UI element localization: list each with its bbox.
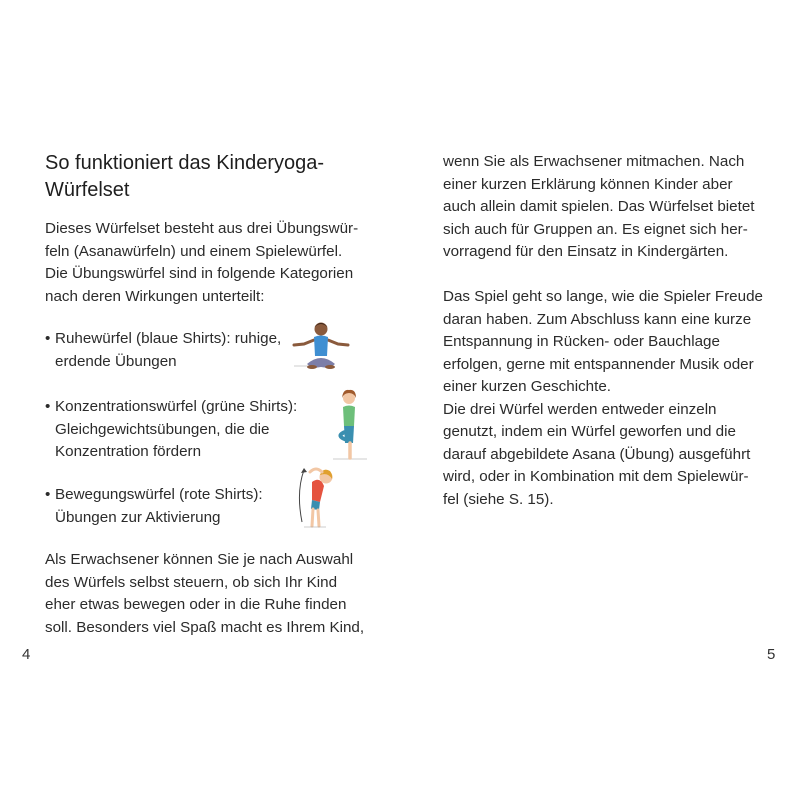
text-line: feln (Asanawürfeln) und einem Spielewürfel. bbox=[45, 242, 343, 260]
bullet-text: Bewegungswürfel (rote Shirts): bbox=[55, 486, 263, 503]
text-line: Die drei Würfel werden entweder einzeln bbox=[443, 400, 717, 418]
text-line: Die Übungswürfel sind in folgende Kategorien bbox=[45, 265, 354, 282]
page-number: 4 bbox=[22, 646, 31, 663]
child-meditation-pose-icon bbox=[290, 318, 352, 380]
bullet-text: Ruhewürfel (blaue Shirts): ruhige, bbox=[55, 330, 282, 347]
text-line: erfolgen, gerne mit entspannender Musik oder bbox=[443, 355, 754, 373]
text-line: Das Spiel geht so lange, wie die Spieler Freude bbox=[443, 288, 763, 305]
text-line bbox=[45, 484, 263, 507]
text-line: auch allein damit spielen. Das Würfelset bietet bbox=[443, 198, 755, 215]
text-line: Übungen zur Aktivierung bbox=[55, 508, 221, 526]
text-line: soll. Besonders viel Spaß macht es Ihrem Kind, bbox=[45, 618, 365, 636]
continuation-paragraph bbox=[443, 151, 755, 264]
text-line: Entspannung in Rücken- oder Bauchlage bbox=[443, 333, 720, 350]
text-line: eher etwas bewegen oder in die Ruhe finden bbox=[45, 596, 347, 613]
text-line: daran haben. Zum Abschluss kann eine kurze bbox=[443, 310, 752, 328]
text-line bbox=[45, 328, 281, 351]
intro-paragraph bbox=[45, 218, 358, 308]
bullet-rest-cube bbox=[45, 328, 281, 373]
bullet-text: Konzentrationswürfel (grüne Shirts): bbox=[55, 398, 298, 415]
text-line: Dieses Würfelset besteht aus drei Übungswür- bbox=[45, 220, 359, 237]
text-line: Gleichgewichtsübungen, die die bbox=[55, 420, 270, 438]
child-tree-pose-icon bbox=[325, 388, 373, 466]
bullet-concentration-cube bbox=[45, 396, 297, 464]
text-line: wird, oder in Kombination mit dem Spielewür- bbox=[443, 468, 749, 485]
bullet-dot: • bbox=[45, 486, 51, 503]
heading-line: So funktioniert das Kinderyoga- bbox=[45, 152, 325, 174]
text-line: fel (siehe S. 15). bbox=[443, 490, 554, 508]
adult-paragraph bbox=[45, 549, 364, 639]
text-line: vorragend für den Einsatz in Kindergärten. bbox=[443, 243, 729, 260]
text-line: darauf abgebildete Asana (Übung) ausgeführt bbox=[443, 445, 751, 463]
text-line: des Würfels selbst steuern, ob sich Ihr Kind bbox=[45, 573, 338, 591]
bullet-movement-cube bbox=[45, 484, 263, 529]
text-line: Konzentration fördern bbox=[55, 443, 202, 460]
text-line: wenn Sie als Erwachsener mitmachen. Nach bbox=[443, 153, 745, 170]
page-number: 5 bbox=[767, 646, 776, 663]
bullet-dot: • bbox=[45, 398, 51, 415]
child-side-bend-icon bbox=[286, 462, 338, 530]
game-paragraph bbox=[443, 286, 763, 511]
text-line bbox=[45, 396, 297, 419]
text-line: genutzt, indem ein Würfel geworfen und die bbox=[443, 423, 736, 440]
text-line: erdende Übungen bbox=[55, 352, 177, 370]
heading-line: Würfelset bbox=[45, 179, 130, 201]
right-page bbox=[400, 0, 800, 800]
text-line: einer kurzen Erklärung können Kinder aber bbox=[443, 175, 733, 193]
text-line: einer kurzen Geschichte. bbox=[443, 378, 611, 395]
text-line: nach deren Wirkungen unterteilt: bbox=[45, 287, 265, 305]
bullet-dot: • bbox=[45, 330, 51, 347]
page-heading bbox=[45, 150, 385, 204]
text-line: Als Erwachsener können Sie je nach Auswahl bbox=[45, 551, 354, 568]
text-line: sich auch für Gruppen an. Es eignet sich her- bbox=[443, 220, 748, 238]
